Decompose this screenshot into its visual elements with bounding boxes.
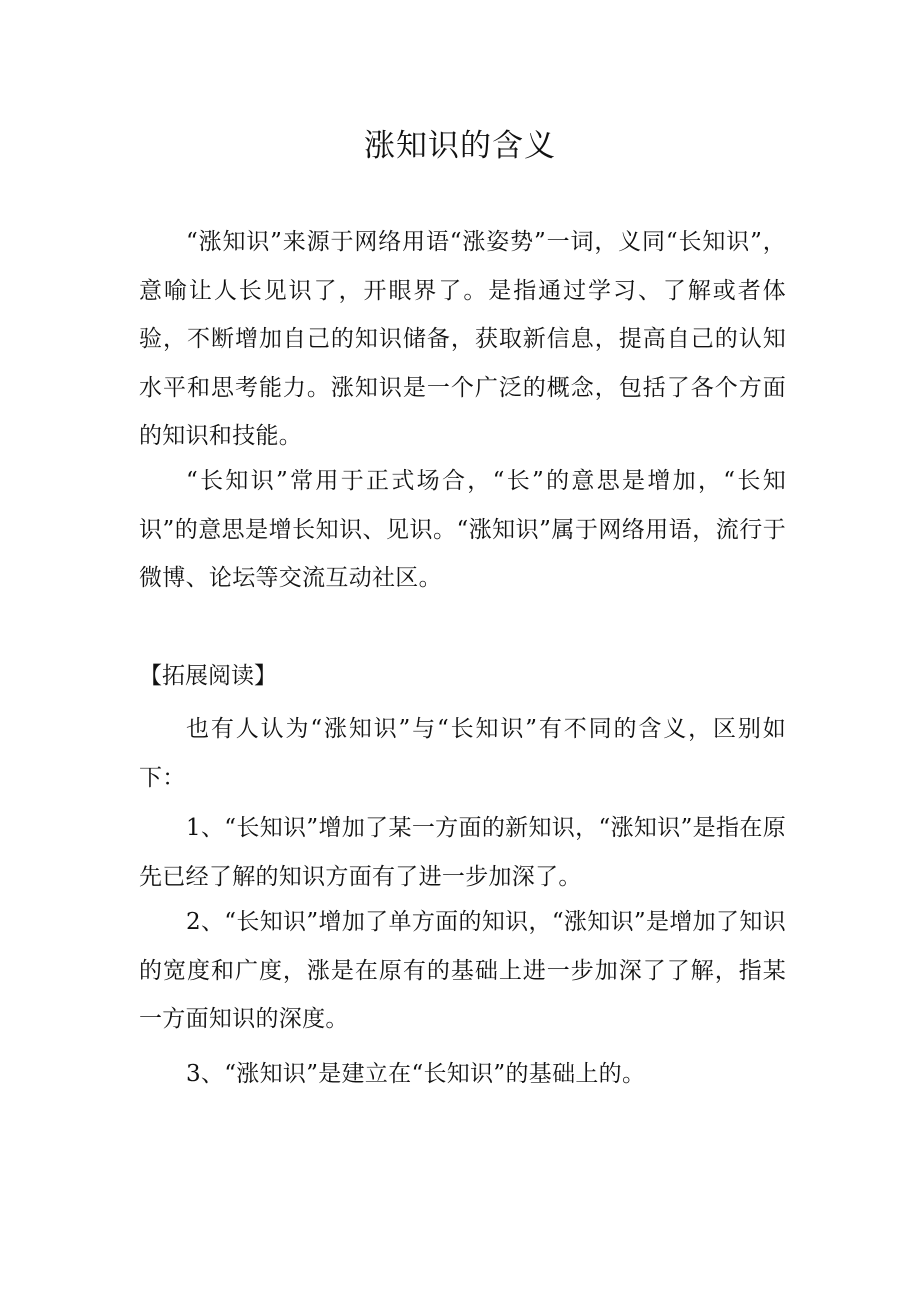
list-item: 2、“长知识”增加了单方面的知识，“涨知识”是增加了知识的宽度和广度，涨是在原有的基础上进一步加深了了解，指某一方面知识的深度。 xyxy=(139,909,786,1032)
document-title: 涨知识的含义 xyxy=(364,128,556,164)
extended-reading-intro: 也有人认为“涨知识”与“长知识”有不同的含义，区别如下： xyxy=(139,716,786,791)
list-item: 1、“长知识”增加了某一方面的新知识，“涨知识”是指在原先已经了解的知识方面有了进一步加深了。 xyxy=(139,815,786,890)
extended-reading-heading: 【拓展阅读】 xyxy=(139,663,277,689)
list-item: 3、“涨知识”是建立在“长知识”的基础上的。 xyxy=(186,1061,646,1087)
paragraph-usage: “长知识”常用于正式场合，“长”的意思是增加，“长知识”的意思是增长知识、见识。“涨知识”属于网络用语，流行于微博、论坛等交流互动社区。 xyxy=(139,468,786,591)
paragraph-definition: “涨知识”来源于网络用语“涨姿势”一词，义同“长知识”，意喻让人长见识了，开眼界了。是指通过学习、了解或者体验，不断增加自己的知识储备，获取新信息，提高自己的认知水平和思考能力。涨知识是一个广泛的概念，包括了各个方面的知识和技能。 xyxy=(139,229,786,449)
